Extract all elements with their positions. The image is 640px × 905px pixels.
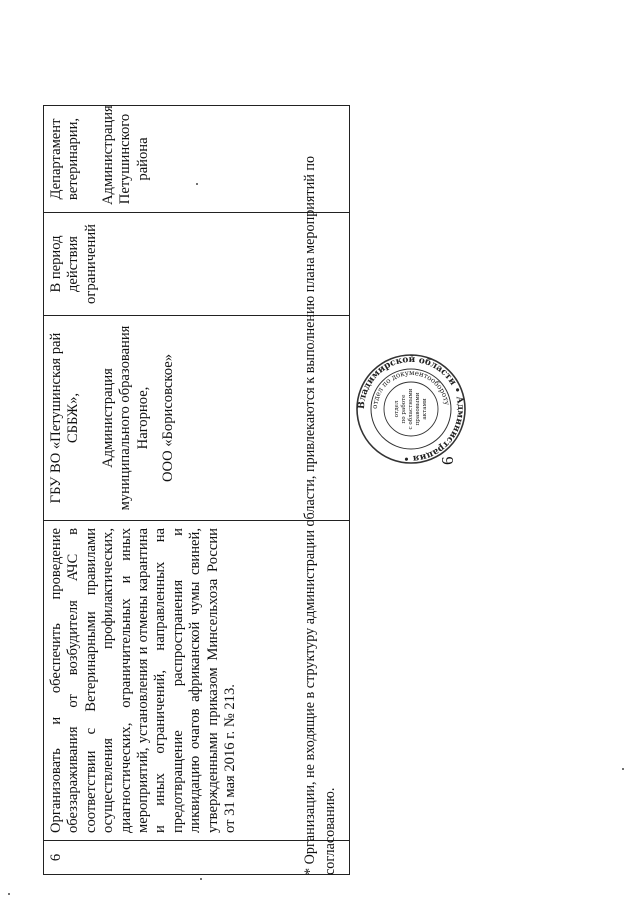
seal-stamp	[355, 353, 467, 465]
page-number: 6	[438, 456, 457, 465]
seal-middle-text: отдел по документообороту	[370, 368, 451, 410]
seal-inner-line: по работе	[401, 394, 407, 424]
executor-1: ГБУ ВО «Петушинская рай СББЖ»,	[48, 332, 82, 504]
executor-2: Администрация муниципального образования Нагорное,	[99, 325, 151, 511]
term-cell: В период действия ограничений	[44, 213, 350, 316]
scan-speck	[200, 878, 202, 880]
scan-speck	[8, 893, 10, 895]
seal-outer-text: Владимирской области • Администрация •	[356, 354, 466, 464]
seal-inner-line: отдел	[394, 400, 400, 418]
seal-inner-line: с областными	[408, 388, 414, 430]
footnote: * Организации, не входящие в структуру администрации области, привлекаются к выполнению плана мероприятий по согласованию.	[302, 155, 338, 875]
activity-cell: Организовать и обеспечить проведение обеззараживания от возбудителя АЧС в соответствии с Ветеринарными правилами осуществления профилактических, диагностических, ограничительных и иных мероприятий, установления и отмены карантина и иных ограничений, направленных на предотвращение распространения и ликвидацию очагов африканской чумы свиней, утвержденными приказом Минсельхоза России от 31 мая 2016 г. № 213.	[44, 521, 350, 841]
executor-3: ООО «Борисовское»	[160, 354, 177, 483]
row-number: 6	[44, 841, 350, 875]
responsible-2: Администрация Петушинского района	[99, 105, 151, 205]
scan-speck	[196, 183, 198, 185]
seal-inner-line: правовыми	[415, 392, 421, 426]
seal-inner-line: актами	[422, 398, 428, 420]
responsible-1: Департамент ветеринарии,	[48, 117, 82, 201]
scan-speck	[622, 768, 624, 770]
